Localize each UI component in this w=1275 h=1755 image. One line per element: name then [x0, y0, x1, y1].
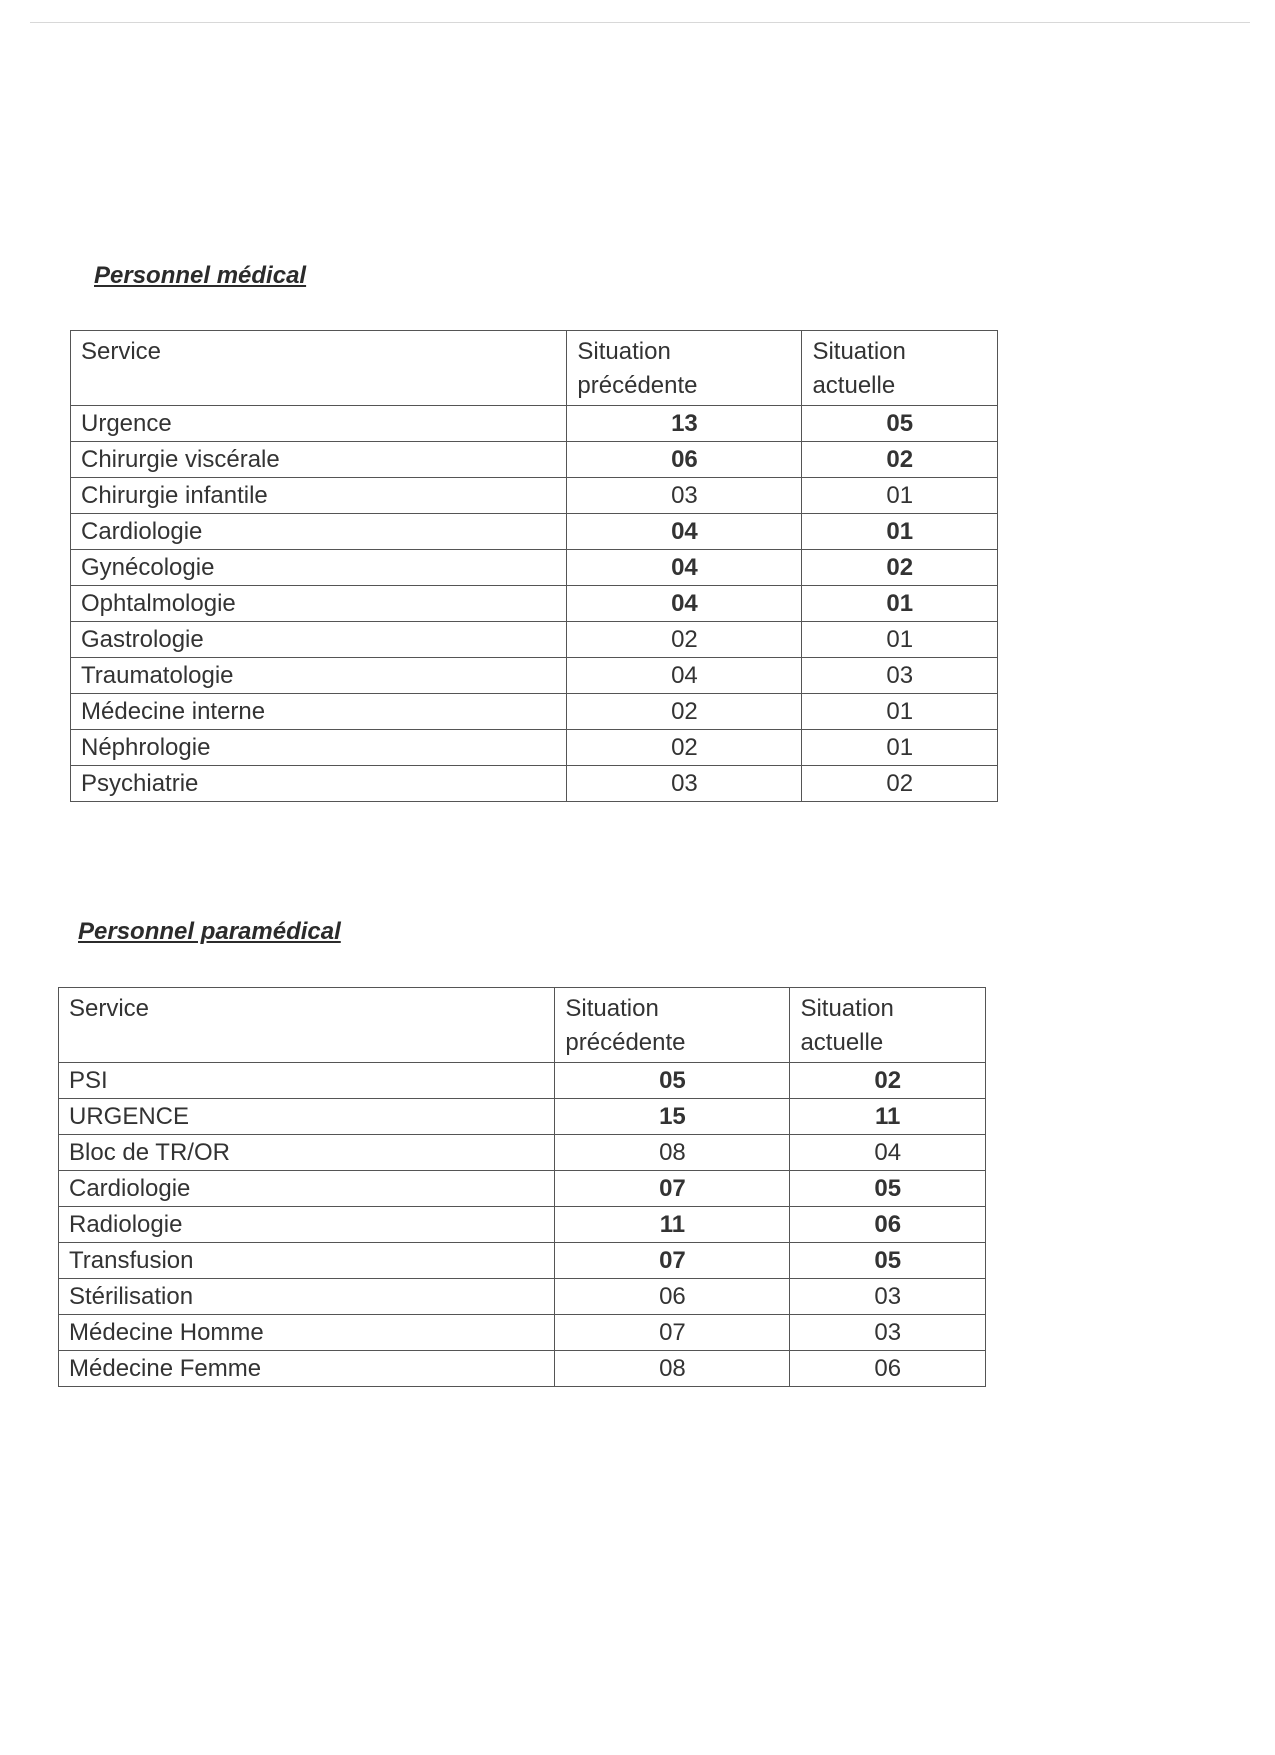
service-cell: Gynécologie	[71, 550, 567, 586]
service-cell: Urgence	[71, 406, 567, 442]
current-value-cell: 06	[790, 1351, 986, 1387]
table-row	[59, 1279, 986, 1315]
header-current-situation: Situation actuelle	[802, 331, 998, 406]
previous-value-cell: 07	[555, 1243, 790, 1279]
service-cell: PSI	[59, 1063, 555, 1099]
service-cell: Chirurgie viscérale	[71, 442, 567, 478]
table-row	[71, 586, 998, 622]
table-row	[71, 766, 998, 802]
current-value-cell: 11	[790, 1099, 986, 1135]
service-cell: Médecine interne	[71, 694, 567, 730]
table-row	[59, 1135, 986, 1171]
service-cell: Bloc de TR/OR	[59, 1135, 555, 1171]
header-service: Service	[71, 331, 567, 406]
header-previous-situation: Situation précédente	[567, 331, 802, 406]
current-value-cell: 01	[802, 514, 998, 550]
service-cell: Transfusion	[59, 1243, 555, 1279]
table-row	[59, 1171, 986, 1207]
medical-section-title: Personnel médical	[94, 262, 307, 289]
service-cell: Chirurgie infantile	[71, 478, 567, 514]
previous-value-cell: 03	[567, 478, 802, 514]
previous-value-cell: 04	[567, 586, 802, 622]
table-row	[71, 658, 998, 694]
service-cell: Néphrologie	[71, 730, 567, 766]
service-cell: Cardiologie	[71, 514, 567, 550]
previous-value-cell: 04	[567, 658, 802, 694]
medical-table-body	[71, 406, 998, 802]
table-row	[71, 442, 998, 478]
table-row	[71, 550, 998, 586]
table-row	[59, 1351, 986, 1387]
current-value-cell: 01	[802, 622, 998, 658]
previous-value-cell: 02	[567, 730, 802, 766]
table-row	[71, 514, 998, 550]
table-header-row	[59, 988, 986, 1063]
paramedical-staff-table	[58, 987, 986, 1387]
previous-value-cell: 03	[567, 766, 802, 802]
previous-value-cell: 05	[555, 1063, 790, 1099]
table-header-row	[71, 331, 998, 406]
current-value-cell: 06	[790, 1207, 986, 1243]
service-cell: URGENCE	[59, 1099, 555, 1135]
previous-value-cell: 13	[567, 406, 802, 442]
table-row	[71, 694, 998, 730]
current-value-cell: 05	[802, 406, 998, 442]
previous-value-cell: 08	[555, 1135, 790, 1171]
previous-value-cell: 04	[567, 550, 802, 586]
current-value-cell: 01	[802, 478, 998, 514]
scan-edge-line	[30, 22, 1250, 23]
service-cell: Gastrologie	[71, 622, 567, 658]
current-value-cell: 04	[790, 1135, 986, 1171]
previous-value-cell: 07	[555, 1315, 790, 1351]
current-value-cell: 01	[802, 730, 998, 766]
table-row	[59, 1063, 986, 1099]
service-cell: Ophtalmologie	[71, 586, 567, 622]
current-value-cell: 02	[790, 1063, 986, 1099]
previous-value-cell: 11	[555, 1207, 790, 1243]
header-previous-situation: Situation précédente	[555, 988, 790, 1063]
table-row	[59, 1207, 986, 1243]
service-cell: Radiologie	[59, 1207, 555, 1243]
medical-staff-table	[70, 330, 998, 802]
current-value-cell: 01	[802, 586, 998, 622]
current-value-cell: 05	[790, 1243, 986, 1279]
current-value-cell: 02	[802, 442, 998, 478]
service-cell: Psychiatrie	[71, 766, 567, 802]
previous-value-cell: 15	[555, 1099, 790, 1135]
table-row	[71, 478, 998, 514]
previous-value-cell: 08	[555, 1351, 790, 1387]
paramedical-section-title: Personnel paramédical	[78, 918, 341, 945]
current-value-cell: 01	[802, 694, 998, 730]
previous-value-cell: 02	[567, 694, 802, 730]
previous-value-cell: 02	[567, 622, 802, 658]
current-value-cell: 03	[790, 1279, 986, 1315]
service-cell: Médecine Femme	[59, 1351, 555, 1387]
table-row	[71, 622, 998, 658]
table-row	[59, 1243, 986, 1279]
service-cell: Stérilisation	[59, 1279, 555, 1315]
service-cell: Cardiologie	[59, 1171, 555, 1207]
header-service: Service	[59, 988, 555, 1063]
table-row	[59, 1099, 986, 1135]
header-current-situation: Situation actuelle	[790, 988, 986, 1063]
table-row	[71, 406, 998, 442]
current-value-cell: 02	[802, 550, 998, 586]
previous-value-cell: 06	[567, 442, 802, 478]
previous-value-cell: 07	[555, 1171, 790, 1207]
current-value-cell: 03	[790, 1315, 986, 1351]
service-cell: Traumatologie	[71, 658, 567, 694]
current-value-cell: 05	[790, 1171, 986, 1207]
table-row	[59, 1315, 986, 1351]
previous-value-cell: 04	[567, 514, 802, 550]
previous-value-cell: 06	[555, 1279, 790, 1315]
table-row	[71, 730, 998, 766]
paramedical-table-body	[59, 1063, 986, 1387]
service-cell: Médecine Homme	[59, 1315, 555, 1351]
current-value-cell: 03	[802, 658, 998, 694]
current-value-cell: 02	[802, 766, 998, 802]
